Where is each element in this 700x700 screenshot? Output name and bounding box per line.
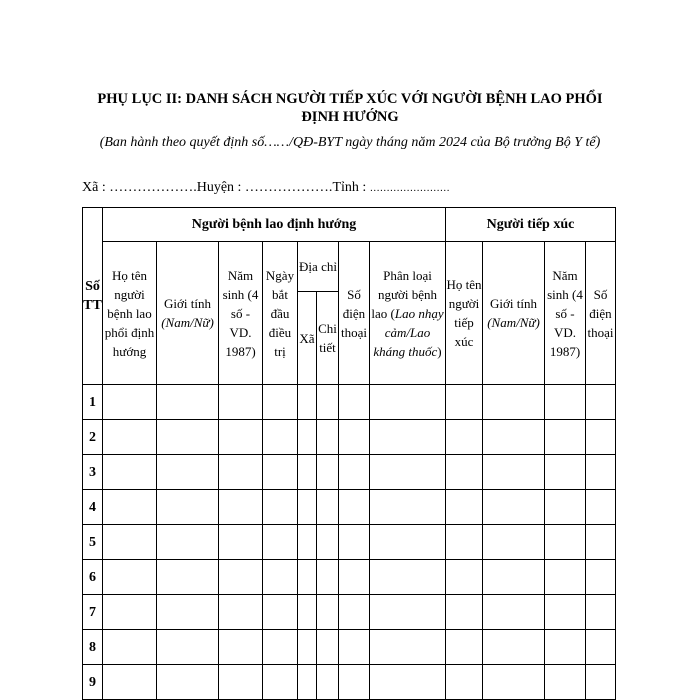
row-number: 5 [83,525,103,560]
table-cell [483,455,545,490]
table-cell [317,420,339,455]
table-cell [370,385,446,420]
table-cell [317,665,339,700]
row-number: 2 [83,420,103,455]
header-patient-detail: Chi tiết [317,292,339,385]
table-cell [586,595,616,630]
table-cell [545,630,586,665]
table-cell [483,525,545,560]
table-cell [545,665,586,700]
table-cell [446,385,483,420]
contact-table-wrapper [82,207,616,700]
header-patient-start: Ngày bắt đầu điều trị [263,242,298,385]
table-cell [317,525,339,560]
table-cell [446,595,483,630]
contact-gender-label: Giới tính [490,296,537,311]
table-cell [219,665,263,700]
table-cell [317,385,339,420]
patient-gender-note: (Nam/Nữ) [161,315,214,330]
table-cell [586,665,616,700]
table-cell [446,420,483,455]
table-cell [157,455,219,490]
table-cell [263,455,298,490]
header-patient-address: Địa chỉ [298,242,339,292]
table-cell [103,455,157,490]
table-cell [483,420,545,455]
table-cell [219,595,263,630]
header-contact-name: Họ tên người tiếp xúc [446,242,483,385]
table-cell [219,490,263,525]
table-cell [586,630,616,665]
row-number: 4 [83,490,103,525]
table-cell [298,665,317,700]
province-field: Tỉnh : [332,180,367,195]
table-cell [339,595,370,630]
table-cell [446,490,483,525]
table-row [83,490,616,525]
table-cell [317,630,339,665]
row-number: 6 [83,560,103,595]
table-row [83,525,616,560]
table-cell [370,525,446,560]
table-cell [586,385,616,420]
header-contact-phone: Số điện thoại [586,242,616,385]
row-number: 9 [83,665,103,700]
table-cell [317,490,339,525]
table-cell [339,490,370,525]
table-row [83,630,616,665]
table-cell [545,560,586,595]
table-cell [370,595,446,630]
table-cell [263,595,298,630]
table-cell [263,525,298,560]
row-number: 7 [83,595,103,630]
table-cell [157,420,219,455]
table-cell [370,490,446,525]
table-cell [317,455,339,490]
header-stt: Số TT [83,208,103,385]
table-cell [586,490,616,525]
table-cell [339,665,370,700]
table-cell [103,595,157,630]
table-cell [298,385,317,420]
header-patient-commune: Xã [298,292,317,385]
table-cell [157,490,219,525]
table-cell [545,490,586,525]
table-cell [157,385,219,420]
table-cell [545,455,586,490]
table-cell [157,525,219,560]
contact-table [82,207,616,700]
table-cell [339,455,370,490]
table-body [83,385,616,700]
patient-class-prefix: Phân loại người bệnh lao ( [371,267,438,321]
header-patient-class [370,242,446,385]
table-cell [483,385,545,420]
table-cell [370,560,446,595]
row-number: 1 [83,385,103,420]
table-cell [586,455,616,490]
table-cell [103,560,157,595]
commune-field: Xã : ………………. [82,180,197,195]
table-cell [317,595,339,630]
table-row [83,420,616,455]
table-cell [339,560,370,595]
table-cell [483,560,545,595]
table-cell [298,420,317,455]
table-cell [339,385,370,420]
table-cell [483,595,545,630]
table-cell [317,560,339,595]
location-line [82,180,622,196]
document-subtitle: (Ban hành theo quyết định số……/QĐ-BYT ngày tháng năm 2024 của Bộ trưởng Bộ Y tế) [99,135,601,150]
table-cell [446,665,483,700]
table-row [83,385,616,420]
table-cell [263,560,298,595]
table-cell [298,490,317,525]
table-cell [298,525,317,560]
table-cell [219,560,263,595]
table-cell [103,490,157,525]
header-patient-birth: Năm sinh (4 số - VD. 1987) [219,242,263,385]
table-cell [219,420,263,455]
table-cell [370,630,446,665]
header-group-patient: Người bệnh lao định hướng [103,208,446,242]
header-contact-birth: Năm sinh (4 số - VD. 1987) [545,242,586,385]
patient-class-italic: Lao nhạy cảm/Lao kháng thuốc [373,305,444,359]
row-number: 3 [83,455,103,490]
table-cell [339,630,370,665]
table-row [83,455,616,490]
table-cell [545,420,586,455]
table-cell [370,455,446,490]
table-row [83,560,616,595]
table-cell [103,665,157,700]
table-cell [103,420,157,455]
table-cell [263,630,298,665]
province-dots: …………………… [369,183,450,194]
table-cell [483,490,545,525]
header-group-contact: Người tiếp xúc [446,208,616,242]
table-cell [483,665,545,700]
table-cell [157,630,219,665]
table-cell [298,560,317,595]
table-cell [298,455,317,490]
table-cell [339,525,370,560]
table-cell [446,525,483,560]
table-cell [103,525,157,560]
table-cell [263,420,298,455]
table-row [83,595,616,630]
row-number: 8 [83,630,103,665]
table-cell [103,630,157,665]
table-cell [157,560,219,595]
patient-class-suffix: ) [437,343,442,359]
table-cell [545,595,586,630]
table-cell [370,420,446,455]
header-contact-gender [483,242,545,385]
header-patient-name: Họ tên người bệnh lao phổi định hướng [103,242,157,385]
table-cell [219,525,263,560]
header-patient-phone: Số điện thoại [339,242,370,385]
table-cell [446,560,483,595]
table-cell [586,420,616,455]
district-field: Huyện : ………………. [196,180,333,195]
table-cell [545,385,586,420]
table-cell [545,525,586,560]
table-cell [263,490,298,525]
header-patient-gender [157,242,219,385]
patient-gender-label: Giới tính [164,296,211,311]
table-cell [219,385,263,420]
table-cell [370,665,446,700]
table-cell [263,385,298,420]
table-cell [586,560,616,595]
table-cell [339,420,370,455]
table-cell [157,665,219,700]
document-title: PHỤ LỤC II: DANH SÁCH NGƯỜI TIẾP XÚC VỚI NGƯỜI BỆNH LAO PHỔI ĐỊNH HƯỚNG [97,91,603,125]
table-cell [483,630,545,665]
table-row [83,665,616,700]
table-cell [298,630,317,665]
table-cell [446,630,483,665]
table-cell [157,595,219,630]
table-cell [219,630,263,665]
table-cell [298,595,317,630]
table-cell [446,455,483,490]
contact-gender-note: (Nam/Nữ) [487,315,540,330]
table-cell [586,525,616,560]
table-cell [103,385,157,420]
table-cell [219,455,263,490]
table-cell [263,665,298,700]
